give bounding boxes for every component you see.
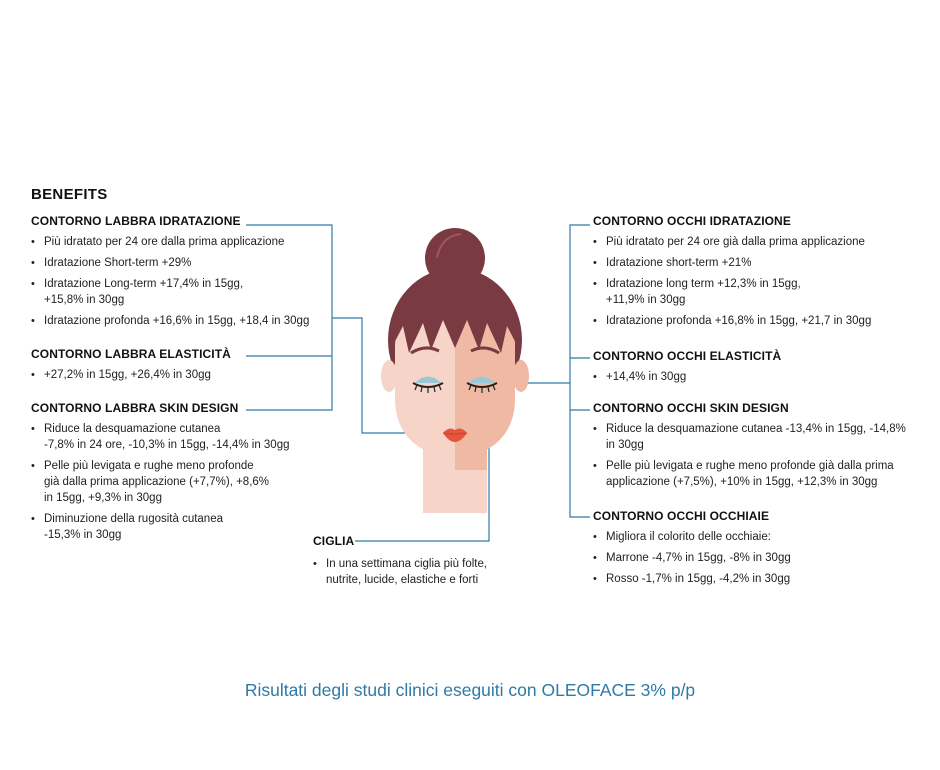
section-title: CONTORNO OCCHI ELASTICITÀ	[593, 349, 782, 363]
section-list	[593, 421, 923, 490]
right-section-eyes-hydration	[593, 214, 923, 334]
list-item: • +27,2% in 15gg, +26,4% in 30gg	[31, 367, 331, 383]
list-item: • Più idratato per 24 ore già dalla prima applicazione	[593, 234, 923, 250]
face-illustration	[375, 228, 535, 513]
section-list	[593, 529, 923, 587]
right-section-eyes-elasticity	[593, 349, 923, 390]
left-section-lips-elasticity	[31, 347, 331, 388]
footer-caption: Risultati degli studi clinici eseguiti con OLEOFACE 3% p/p	[244, 680, 696, 700]
list-item: • Idratazione profonda +16,6% in 15gg, +18,4 in 30gg	[31, 313, 331, 329]
list-item: • Pelle più levigata e rughe meno profonde già dalla prima applicazione (+7,5%), +10% in 15gg, +12,3% in 30gg	[593, 458, 923, 490]
list-item: • Idratazione Short-term +29%	[31, 255, 331, 271]
section-list	[31, 367, 331, 383]
section-title: CONTORNO OCCHI IDRATAZIONE	[593, 214, 791, 228]
right-section-eyes-dark-circles	[593, 509, 923, 592]
list-item: • Rosso -1,7% in 15gg, -4,2% in 30gg	[593, 571, 923, 587]
section-title: CONTORNO OCCHI OCCHIAIE	[593, 509, 770, 523]
section-list	[313, 556, 533, 588]
list-item: • Idratazione short-term +21%	[593, 255, 923, 271]
section-title: CONTORNO OCCHI SKIN DESIGN	[593, 401, 789, 415]
list-item: • +14,4% in 30gg	[593, 369, 923, 385]
list-item: • Idratazione profonda +16,8% in 15gg, +21,7 in 30gg	[593, 313, 923, 329]
list-item: • Idratazione long term +12,3% in 15gg, +11,9% in 30gg	[593, 276, 923, 308]
benefits-heading: BENEFITS	[31, 186, 108, 203]
section-list	[593, 234, 923, 329]
section-title: CONTORNO LABBRA ELASTICITÀ	[31, 347, 231, 361]
list-item: • Riduce la desquamazione cutanea -13,4% in 15gg, -14,8% in 30gg	[593, 421, 923, 453]
section-list	[31, 421, 331, 543]
list-item: • Migliora il colorito delle occhiaie:	[593, 529, 923, 545]
section-list	[593, 369, 923, 385]
list-item: • Pelle più levigata e rughe meno profonde già dalla prima applicazione (+7,7%), +8,6% in 15gg, +9,3% in 30gg	[31, 458, 331, 506]
list-item: • Idratazione Long-term +17,4% in 15gg, +15,8% in 30gg	[31, 276, 331, 308]
section-title: CONTORNO LABBRA IDRATAZIONE	[31, 214, 241, 228]
left-ear	[381, 360, 397, 392]
list-item: • Più idratato per 24 ore dalla prima applicazione	[31, 234, 331, 250]
list-item: • In una settimana ciglia più folte, nutrite, lucide, elastiche e forti	[313, 556, 533, 588]
list-item: • Diminuzione della rugosità cutanea -15,3% in 30gg	[31, 511, 331, 543]
left-section-lips-skin-design	[31, 401, 331, 548]
section-title: CIGLIA	[313, 534, 355, 548]
section-title: CONTORNO LABBRA SKIN DESIGN	[31, 401, 239, 415]
list-item: • Riduce la desquamazione cutanea -7,8% in 24 ore, -10,3% in 15gg, -14,4% in 30gg	[31, 421, 331, 453]
list-item: • Marrone -4,7% in 15gg, -8% in 30gg	[593, 550, 923, 566]
center-section-eyelashes	[313, 534, 533, 593]
right-ear	[513, 360, 529, 392]
section-list	[31, 234, 331, 329]
left-section-lips-hydration	[31, 214, 331, 334]
right-section-eyes-skin-design	[593, 401, 923, 495]
